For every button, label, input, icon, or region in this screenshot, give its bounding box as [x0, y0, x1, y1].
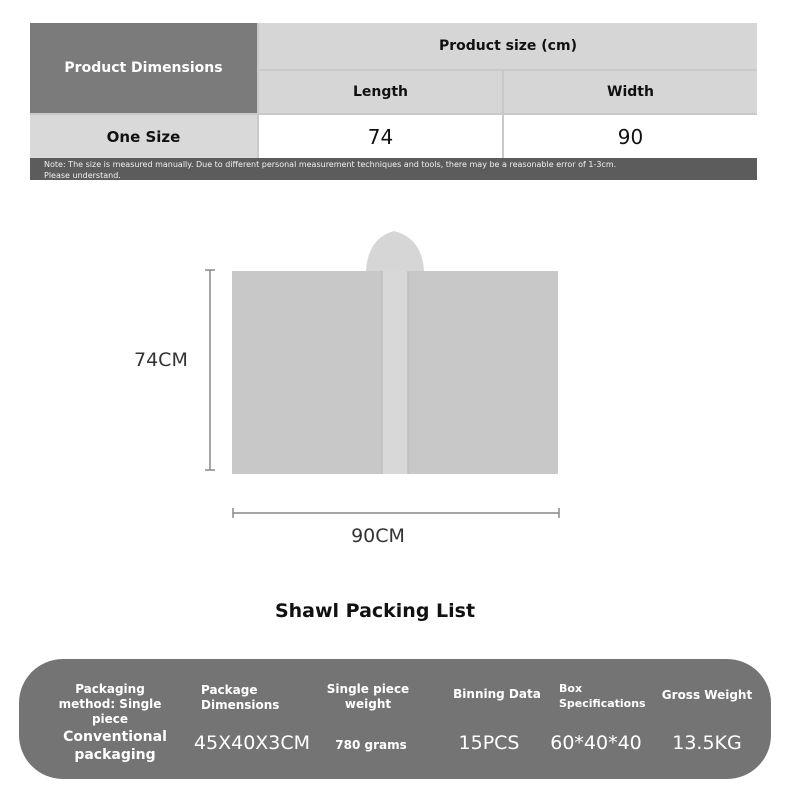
packaging-method-header: Packaging method: Single piece [58, 682, 162, 726]
packaging-method-value: Conventional packaging [63, 729, 167, 763]
packing-list-title: Shawl Packing List [274, 600, 476, 622]
product-dimensions-label: Product Dimensions [30, 23, 257, 113]
width-column-header: Width [504, 71, 757, 113]
product-size-header: Product size (cm) [259, 23, 757, 69]
measurement-note: Note: The size is measured manually. Due to different personal measurement techniques and tools, there may be a reasonable error of 1-3cm. Please understand. [30, 158, 757, 180]
package-dimensions-value: 45X40X3CM [193, 732, 311, 754]
width-label: 90CM [351, 525, 405, 547]
height-label: 74CM [134, 349, 188, 371]
width-dimension-line [233, 508, 559, 518]
single-piece-weight-header: Single piece weight [326, 682, 410, 711]
height-dimension-line [205, 270, 215, 470]
width-value: 90 [504, 115, 757, 158]
box-specifications-header: Box Specifications [559, 682, 646, 710]
length-column-header: Length [259, 71, 502, 113]
binning-data-header: Binning Data [453, 687, 541, 701]
shawl-illustration [232, 231, 558, 474]
gross-weight-value: 13.5KG [672, 732, 742, 754]
single-piece-weight-value: 780 grams [335, 738, 407, 752]
box-specifications-value: 60*40*40 [550, 732, 642, 754]
length-value: 74 [259, 115, 502, 158]
binning-data-value: 15PCS [458, 732, 520, 754]
package-dimensions-header: Package Dimensions [201, 683, 280, 712]
gross-weight-header: Gross Weight [661, 688, 753, 702]
one-size-row-label: One Size [30, 115, 257, 158]
packing-list-panel [19, 659, 771, 779]
